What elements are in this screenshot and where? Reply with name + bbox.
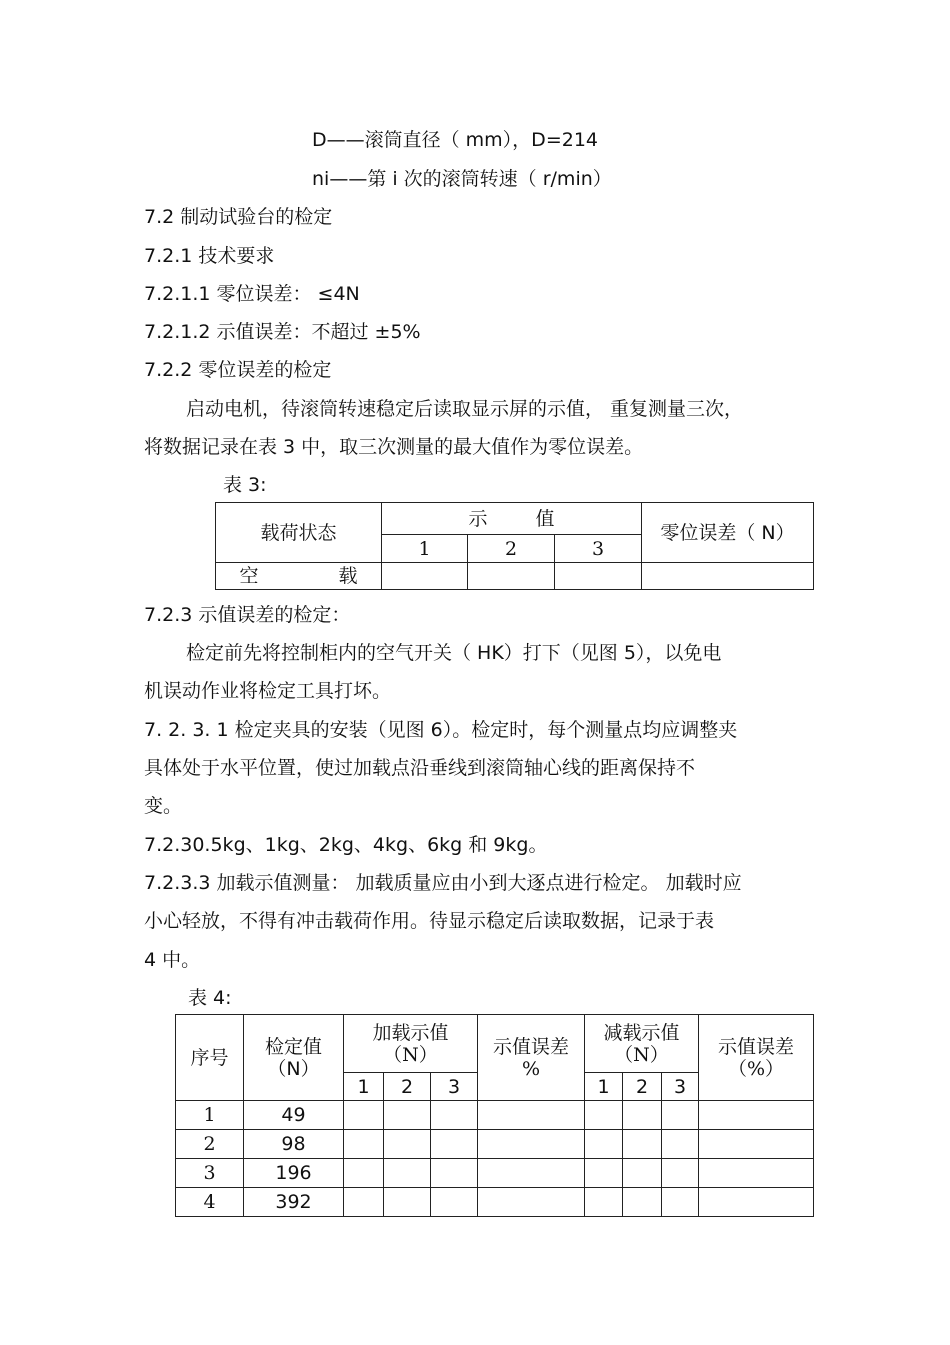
- header-unload-reading: [585, 1015, 699, 1073]
- table-cell: [585, 1159, 623, 1188]
- table-4: [175, 1014, 814, 1217]
- table-cell: 1: [344, 1073, 384, 1101]
- header-error-1-unit: %: [521, 1057, 541, 1080]
- header-load-reading: [344, 1015, 478, 1073]
- table-cell: 1: [382, 535, 468, 563]
- table-cell: 196: [244, 1159, 344, 1188]
- table-cell: [555, 563, 642, 590]
- table-caption: 表 3:: [223, 474, 267, 496]
- header-load-unit: （N）: [383, 1043, 438, 1066]
- table-cell: [384, 1159, 431, 1188]
- table-cell: 1: [176, 1101, 244, 1130]
- subsection-heading: 7.2.1 技术要求: [144, 245, 275, 267]
- subsection-heading: 7.2.3 示值误差的检定：: [144, 604, 351, 626]
- table-cell: [662, 1188, 699, 1217]
- table-cell: 3: [555, 535, 642, 563]
- table-cell: [478, 1188, 585, 1217]
- table-cell: [623, 1130, 662, 1159]
- table-row: [176, 1188, 814, 1217]
- table-cell: [344, 1159, 384, 1188]
- table-cell: [384, 1188, 431, 1217]
- table-cell: [382, 563, 468, 590]
- table-cell: [468, 563, 555, 590]
- header-error-2-unit: （%）: [727, 1057, 785, 1080]
- table-cell: 392: [244, 1188, 344, 1217]
- table-cell: [642, 563, 814, 590]
- table-cell: [344, 1101, 384, 1130]
- paragraph-line: 7.2.30.5kg、1kg、2kg、4kg、6kg 和 9kg。: [144, 834, 548, 856]
- paragraph-line: 将数据记录在表 3 中，取三次测量的最大值作为零位误差。: [144, 436, 644, 458]
- paragraph-line: 检定前先将控制柜内的空气开关（ HK）打下（见图 5），以免电: [186, 642, 722, 664]
- paragraph-line: 7.2.3.3 加载示值测量： 加载质量应由小到大逐点进行检定。 加载时应: [144, 872, 742, 894]
- table-row: [176, 1159, 814, 1188]
- paragraph-line: 具体处于水平位置，使过加载点沿垂线到滚筒轴心线的距离保持不: [144, 757, 696, 779]
- table-cell: [699, 1130, 814, 1159]
- table-cell: [623, 1159, 662, 1188]
- table-row: [176, 1101, 814, 1130]
- table-row: [176, 1130, 814, 1159]
- table-cell: 3: [431, 1073, 478, 1101]
- table-cell: 4: [176, 1188, 244, 1217]
- table-cell: [478, 1159, 585, 1188]
- header-check-label: 检定值: [264, 1035, 322, 1058]
- paragraph-line: 机误动作业将检定工具打坏。: [144, 680, 392, 702]
- header-seq: 序号: [176, 1015, 244, 1101]
- paragraph-line: 4 中。: [144, 949, 201, 971]
- table-cell: [585, 1130, 623, 1159]
- table-cell: [623, 1188, 662, 1217]
- table-cell: 2: [176, 1130, 244, 1159]
- table-3: [215, 502, 814, 590]
- table-cell: 3: [662, 1073, 699, 1101]
- table-cell: 2: [384, 1073, 431, 1101]
- table-cell: [431, 1159, 478, 1188]
- paragraph-line: 变。: [144, 795, 183, 817]
- header-load-label: 加载示值: [372, 1021, 449, 1044]
- table-cell: [431, 1130, 478, 1159]
- table-cell: [478, 1130, 585, 1159]
- table-cell: [344, 1130, 384, 1159]
- header-error-2-label: 示值误差: [717, 1035, 794, 1058]
- subsection-heading: 7.2.2 零位误差的检定: [144, 359, 332, 381]
- table-cell: 49: [244, 1101, 344, 1130]
- header-error-1-label: 示值误差: [492, 1035, 569, 1058]
- table-cell: [384, 1101, 431, 1130]
- table-cell: [662, 1101, 699, 1130]
- table-cell: [699, 1101, 814, 1130]
- table-cell: 3: [176, 1159, 244, 1188]
- header-load-state: 载荷状态: [216, 503, 382, 563]
- table-cell: [431, 1188, 478, 1217]
- table-cell: [431, 1101, 478, 1130]
- requirement-value-error: 7.2.1.2 示值误差：不超过 ±5%: [144, 321, 421, 343]
- paragraph-line: 小心轻放，不得有冲击载荷作用。待显示稳定后读取数据，记录于表: [144, 910, 715, 932]
- table-cell: [699, 1188, 814, 1217]
- header-check-value: [244, 1015, 344, 1101]
- paragraph-line: 7. 2. 3. 1 检定夹具的安装（见图 6）。检定时，每个测量点均应调整夹: [144, 719, 738, 741]
- table-caption: 表 4:: [188, 987, 232, 1009]
- table-cell: [344, 1188, 384, 1217]
- header-check-unit: （N）: [267, 1057, 320, 1080]
- header-zero-error: 零位误差（ N）: [642, 503, 814, 563]
- table-cell: [662, 1130, 699, 1159]
- table-cell: 2: [468, 535, 555, 563]
- formula-note-ni: ni——第 i 次的滚筒转速（ r/min）: [312, 168, 612, 190]
- header-error-2: [699, 1015, 814, 1101]
- formula-note-d: D——滚筒直径（ mm），D=214: [312, 129, 599, 151]
- table-cell: [662, 1159, 699, 1188]
- table-cell: [585, 1188, 623, 1217]
- table-cell: [699, 1159, 814, 1188]
- row-label-no-load: 空载: [216, 563, 382, 590]
- table-cell: 98: [244, 1130, 344, 1159]
- table-cell: [623, 1101, 662, 1130]
- table-cell: [384, 1130, 431, 1159]
- header-unload-label: 减载示值: [603, 1021, 680, 1044]
- table-cell: 1: [585, 1073, 623, 1101]
- header-unload-unit: （N）: [614, 1043, 669, 1066]
- table-cell: [478, 1101, 585, 1130]
- table-cell: [585, 1101, 623, 1130]
- table-cell: 2: [623, 1073, 662, 1101]
- header-error-1: [478, 1015, 585, 1101]
- section-heading: 7.2 制动试验台的检定: [144, 206, 333, 228]
- requirement-zero-error: 7.2.1.1 零位误差： ≤4N: [144, 283, 360, 305]
- paragraph-line: 启动电机，待滚筒转速稳定后读取显示屏的示值， 重复测量三次，: [186, 398, 744, 420]
- header-value: 示值: [382, 503, 642, 535]
